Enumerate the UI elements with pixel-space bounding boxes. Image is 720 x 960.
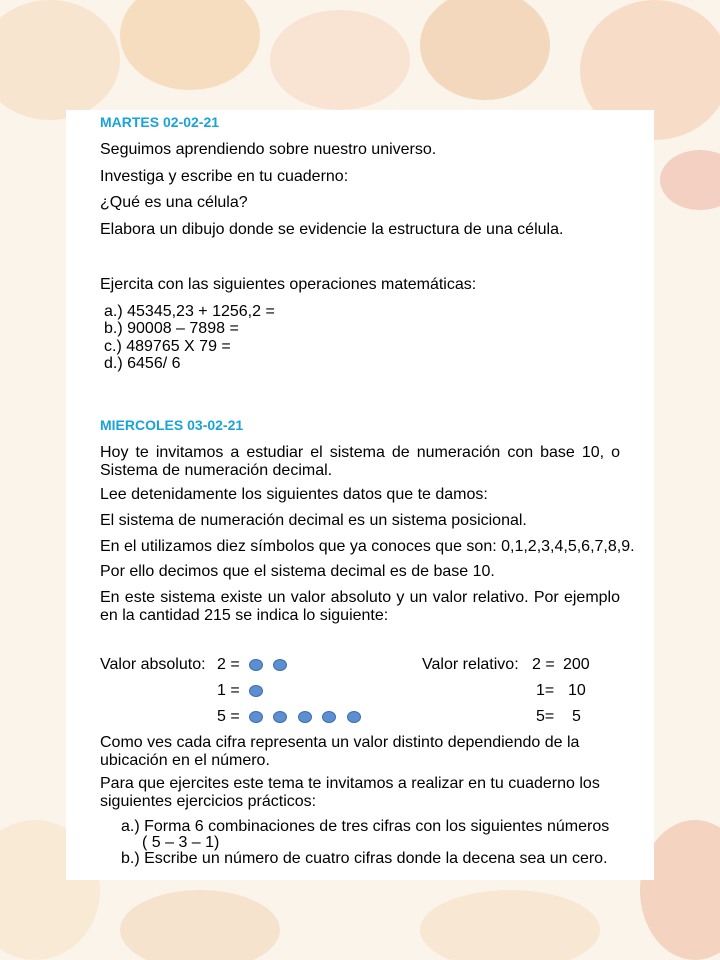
abs-dots-5 <box>249 708 361 726</box>
rel-row-value: 5 <box>572 708 581 725</box>
abs-dots-2 <box>249 656 287 674</box>
martes-line: Investiga y escribe en tu cuaderno: <box>100 168 349 185</box>
rel-row-label: 5= <box>536 708 555 725</box>
abs-row-label: 1 = <box>217 682 240 699</box>
dot <box>273 711 287 723</box>
martes-line: ¿Qué es una célula? <box>100 194 248 211</box>
abs-dots-1 <box>249 682 263 700</box>
miercoles-intro: Hoy te invitamos a estudiar el sistema de numeración con base 10, o Sistema de numeración decimal. <box>100 444 620 479</box>
relative-value-label: Valor relativo: <box>422 656 519 673</box>
dot <box>249 685 263 697</box>
miercoles-line: Por ello decimos que el sistema decimal es de base 10. <box>100 563 495 580</box>
ops-intro: Ejercita con las siguientes operaciones matemáticas: <box>100 276 477 293</box>
miercoles-line: Lee detenidamente los siguientes datos que te damos: <box>100 486 488 503</box>
practice-intro: Para que ejercites este tema te invitamos a realizar en tu cuaderno los siguientes ejercicios prácticos: <box>100 775 600 810</box>
dot <box>249 659 263 671</box>
absolute-value-label: Valor absoluto: <box>100 656 206 673</box>
conclusion-paragraph: Como ves cada cifra representa un valor distinto dependiendo de la ubicación en el número. <box>100 734 580 769</box>
miercoles-line: En el utilizamos diez símbolos que ya conoces que son: 0,1,2,3,4,5,6,7,8,9. <box>100 538 635 555</box>
abs-row-label: 5 = <box>217 708 240 725</box>
exercise-a: a.) Forma 6 combinaciones de tres cifras con los siguientes números <box>121 818 610 835</box>
dot <box>298 711 312 723</box>
martes-heading: MARTES 02-02-21 <box>100 114 220 130</box>
example-paragraph: En este sistema existe un valor absoluto y un valor relativo. Por ejemplo en la cantidad 215 se indica lo siguiente: <box>100 589 620 624</box>
rel-row-label: 1= <box>536 682 555 699</box>
rel-row-label: 2 = <box>532 656 555 673</box>
exercise-a-numbers: ( 5 – 3 – 1) <box>142 834 220 851</box>
dot <box>347 711 361 723</box>
martes-line: Seguimos aprendiendo sobre nuestro universo. <box>100 141 437 158</box>
operation-item: b.) 90008 – 7898 = <box>104 320 239 337</box>
dot <box>273 659 287 671</box>
martes-line: Elabora un dibujo donde se evidencie la estructura de una célula. <box>100 221 564 238</box>
dot <box>249 711 263 723</box>
rel-row-value: 10 <box>568 682 586 699</box>
operation-item: c.) 489765 X 79 = <box>104 338 231 355</box>
miercoles-line: El sistema de numeración decimal es un sistema posicional. <box>100 512 527 529</box>
rel-row-value: 200 <box>563 656 590 673</box>
abs-row-label: 2 = <box>217 656 240 673</box>
exercise-b: b.) Escribe un número de cuatro cifras donde la decena sea un cero. <box>121 850 608 867</box>
dot <box>322 711 336 723</box>
operation-item: a.) 45345,23 + 1256,2 = <box>104 303 275 320</box>
operation-item: d.) 6456/ 6 <box>104 355 181 372</box>
miercoles-heading: MIERCOLES 03-02-21 <box>100 417 244 433</box>
